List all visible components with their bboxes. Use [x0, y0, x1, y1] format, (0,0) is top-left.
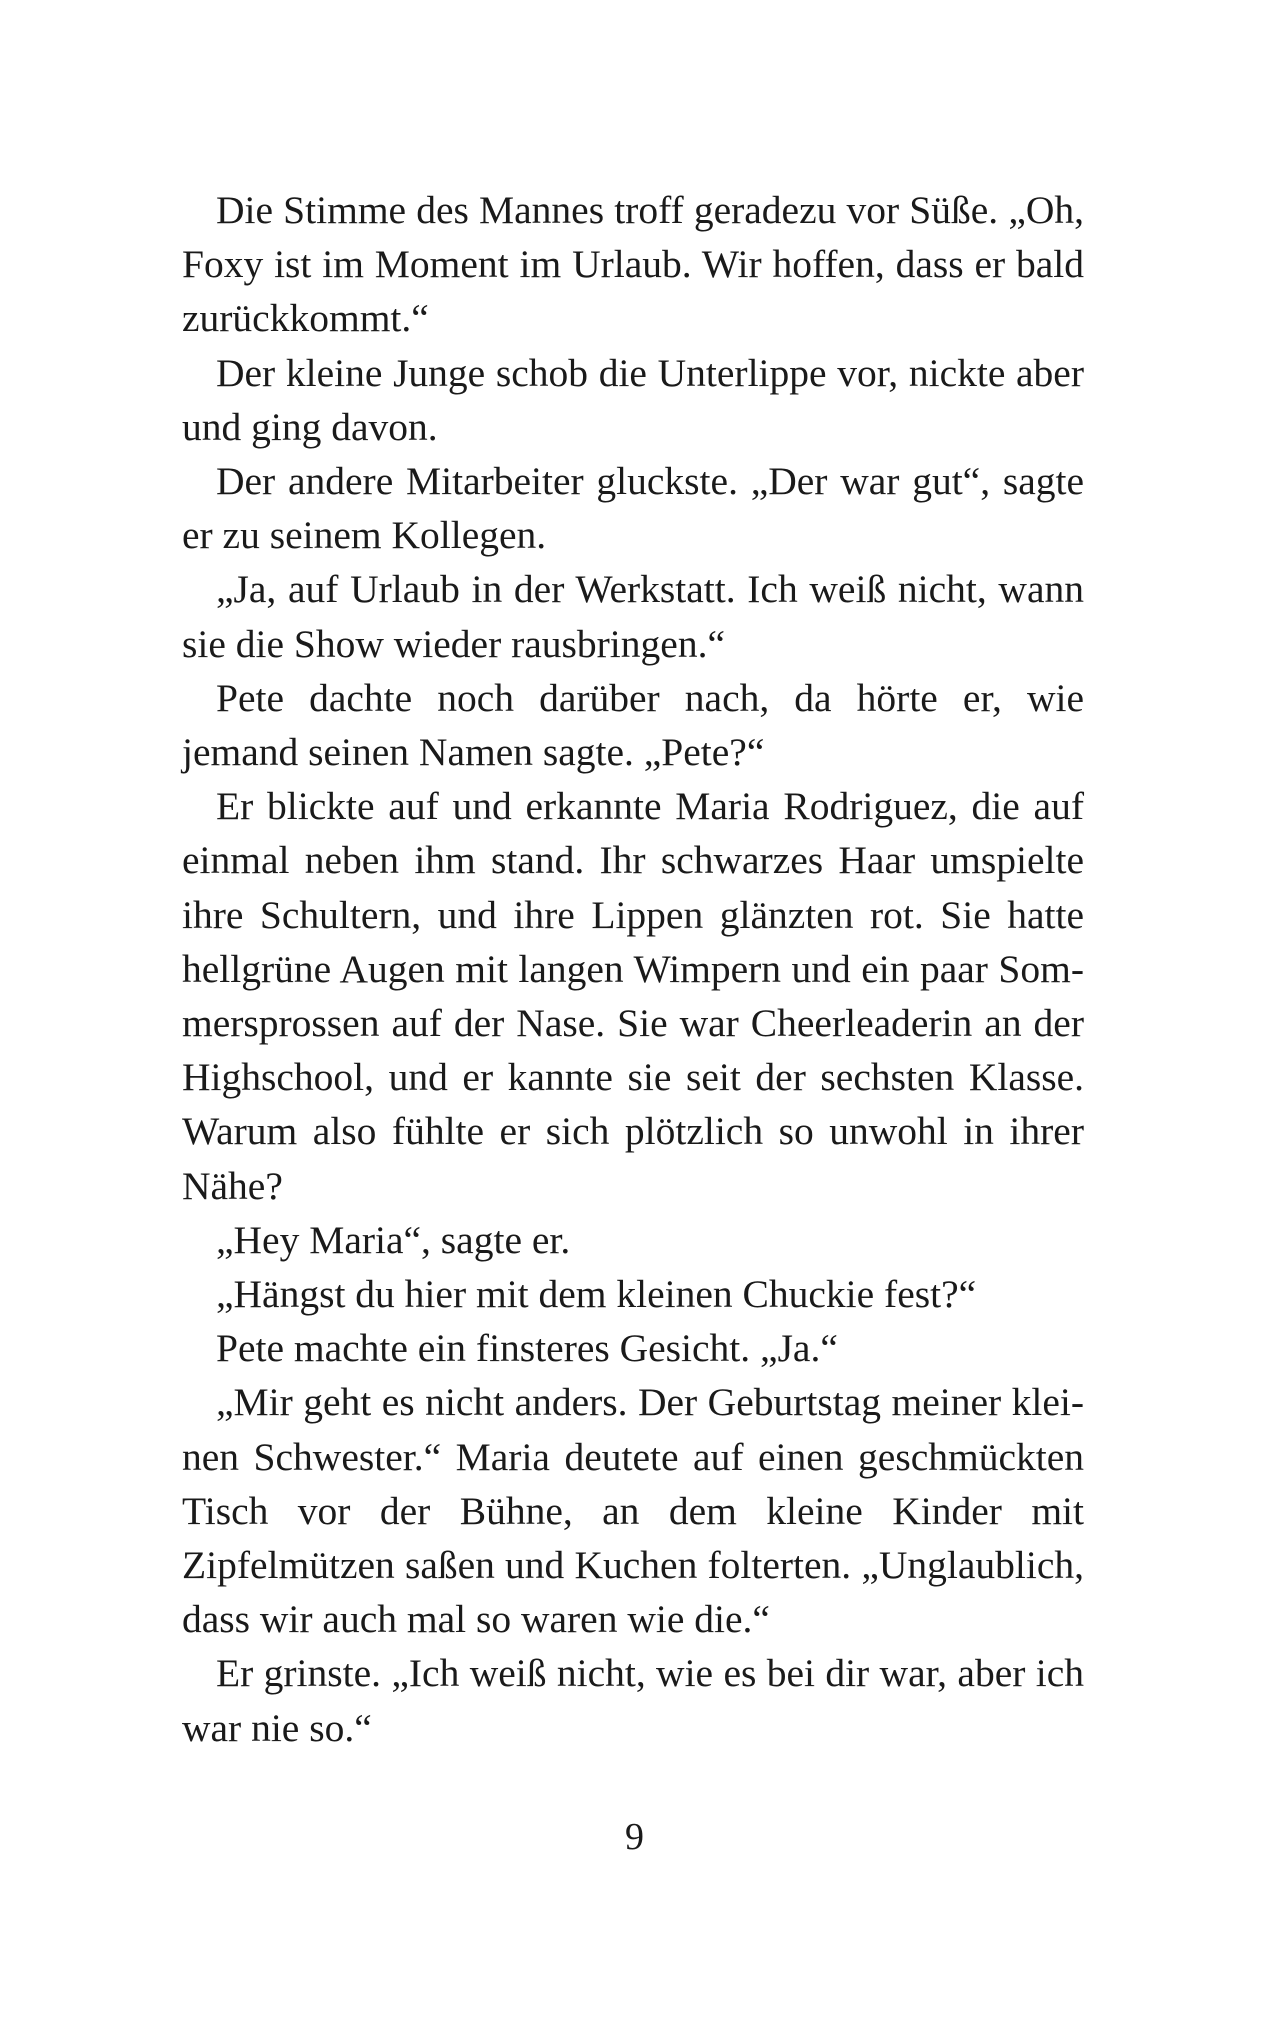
paragraph-9: Pete machte ein finsteres Gesicht. „Ja.“ [216, 1326, 838, 1371]
paragraph-11: Er grinste. „Ich weiß nicht, wie es bei dir war, aber ich war nie so.“ [182, 1651, 1084, 1750]
paragraph-3: Der andere Mitarbeiter gluckste. „Der war gut“, sagte er zu seinem Kollegen. [182, 459, 1084, 558]
paragraph-5: Pete dachte noch darüber nach, da hörte er, wie jemand seinen Namen sagte. „Pete?“ [182, 675, 1084, 775]
paragraph-6: Er blickte auf und erkannte Maria Rodriguez, die auf einmal neben ihm stand. Ihr schwarzes Haar umspielte ihre Schultern, und ihre Lippen glänzten rot. Sie hatte hellgrüne Augen mit langen Wimpern und ein paar Sommersprossen auf der Nase. Sie war Cheerleaderin an der Highschool, und er kannte sie seit der sechsten Klasse. Warum also fühlte er sich plötzlich so unwohl in ihrer Nähe? [182, 784, 1084, 1208]
body-text [182, 183, 1084, 1755]
page-number: 9 [625, 1816, 644, 1858]
paragraph-4: „Ja, auf Urlaub in der Werkstatt. Ich weiß nicht, wann sie die Show wieder rausbringen.“ [182, 567, 1084, 666]
paragraph-8: „Hängst du hier mit dem kleinen Chuckie fest?“ [216, 1272, 977, 1317]
paragraph-7: „Hey Maria“, sagte er. [216, 1217, 571, 1262]
paragraph-2: Der kleine Junge schob die Unterlippe vor, nickte aber und ging davon. [182, 350, 1084, 449]
paragraph-1: Die Stimme des Mannes troff geradezu vor Süße. „Oh, Foxy ist im Moment im Urlaub. Wir hoffen, dass er bald zurückkommt.“ [182, 188, 1084, 341]
paragraph-10: „Mir geht es nicht anders. Der Geburtstag meiner kleinen Schwester.“ Maria deutete auf einen geschmückten Tisch vor der Bühne, an dem kleine Kinder mit Zipfelmützen saßen und Kuchen folterten. „Unglaublich, dass wir auch mal so waren wie die.“ [182, 1380, 1084, 1642]
